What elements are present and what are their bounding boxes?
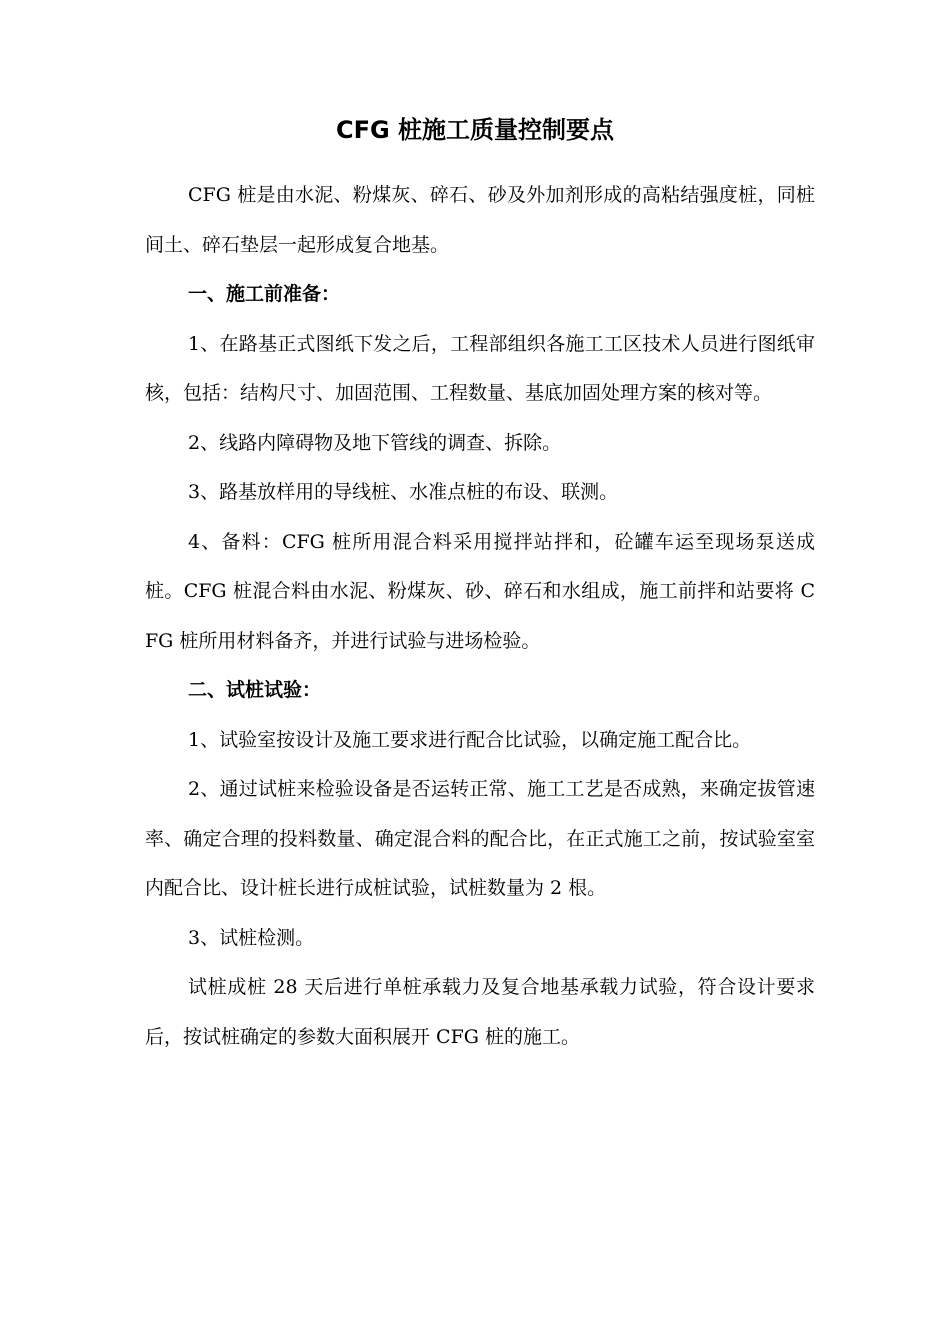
paragraph-prep-4: 4、备料：CFG 桩所用混合料采用搅拌站拌和，砼罐车运至现场泵送成桩。CFG 桩混合料由水泥、粉煤灰、砂、碎石和水组成，施工前拌和站要将 CFG 桩所用材料备齐，并进行试验与进场检验。 [145,530,815,652]
paragraph-trial-3: 3、试桩检测。 [188,926,315,949]
document-body [145,171,815,1062]
paragraph-trial-1: 1、试验室按设计及施工要求进行配合比试验，以确定施工配合比。 [188,728,752,751]
paragraph-intro: CFG 桩是由水泥、粉煤灰、碎石、砂及外加剂形成的高粘结强度桩，同桩间土、碎石垫层一起形成复合地基。 [145,184,815,256]
paragraph-trial-2: 2、通过试桩来检验设备是否运转正常、施工工艺是否成熟，来确定拔管速率、确定合理的投料数量、确定混合料的配合比，在正式施工之前，按试验室室内配合比、设计桩长进行成桩试验，试桩数量为 2 根。 [145,778,815,899]
document-title: CFG 桩施工质量控制要点 [335,116,615,144]
paragraph-trial-detail: 试桩成桩 28 天后进行单桩承载力及复合地基承载力试验，符合设计要求后，按试桩确定的参数大面积展开 CFG 桩的施工。 [145,976,815,1048]
paragraph-prep-2: 2、线路内障碍物及地下管线的调查、拆除。 [188,431,562,454]
paragraph-prep-3: 3、路基放样用的导线桩、水准点桩的布设、联测。 [188,481,619,503]
paragraph-prep-1: 1、在路基正式图纸下发之后，工程部组织各施工工区技术人员进行图纸审核，包括：结构尺寸、加固范围、工程数量、基底加固处理方案的核对等。 [145,332,815,404]
section-heading-preparation: 一、施工前准备： [188,283,341,305]
section-heading-trial-pile: 二、试桩试验： [188,679,322,701]
